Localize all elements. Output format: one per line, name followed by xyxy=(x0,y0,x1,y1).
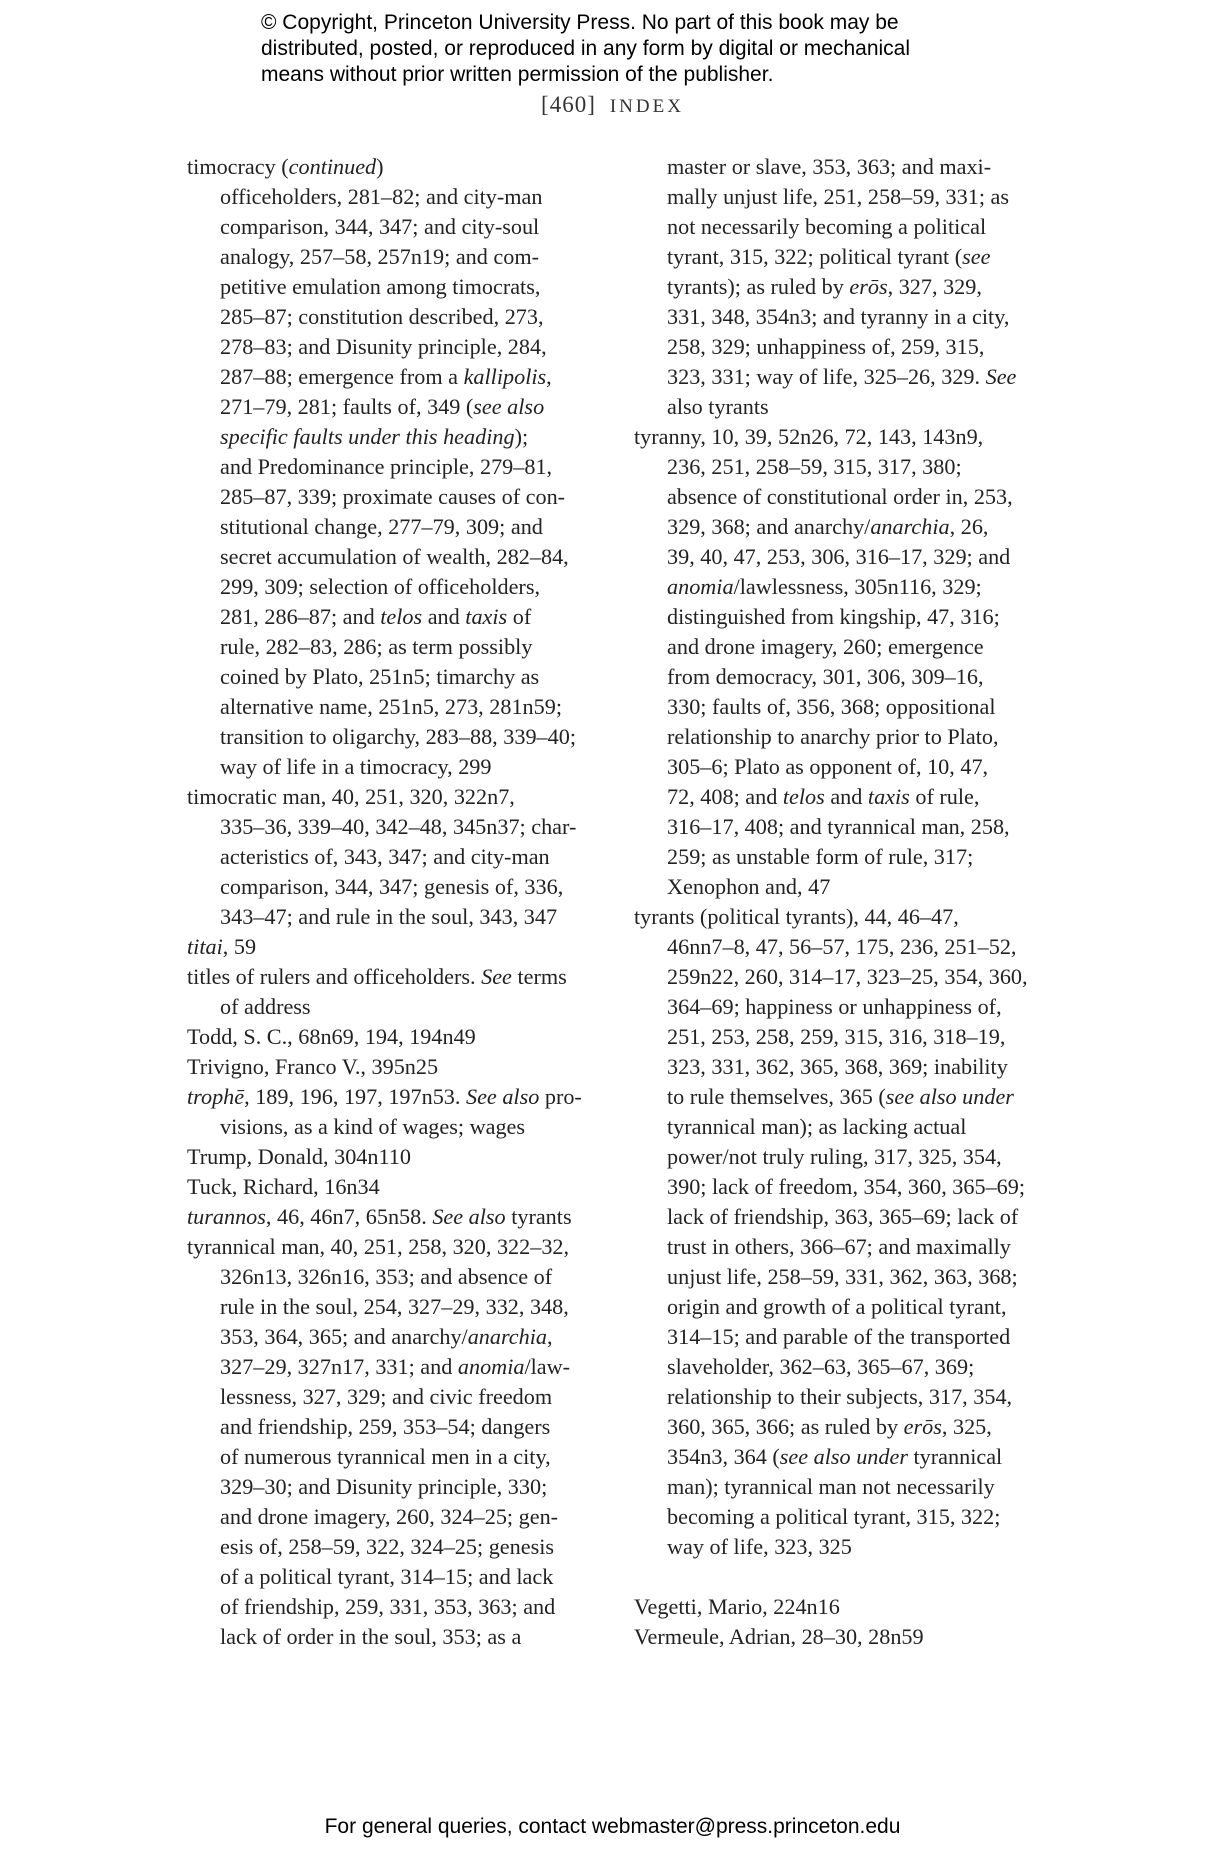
entry-line: 259n22, 260, 314–17, 323–25, 354, 360, xyxy=(667,964,1028,989)
entry-line: unjust life, 258–59, 331, 362, 363, 368; xyxy=(667,1264,1018,1289)
entry-line: to rule themselves, 365 (see also under xyxy=(667,1084,1014,1109)
entry-line: transition to oligarchy, 283–88, 339–40; xyxy=(220,724,576,749)
entry-line: trophē, 189, 196, 197, 197n53. See also pro- xyxy=(187,1084,582,1109)
entry-line: origin and growth of a political tyrant, xyxy=(667,1294,1007,1319)
entry-line: Xenophon and, 47 xyxy=(667,874,831,899)
entry-line: 329, 368; and anarchy/anarchia, 26, xyxy=(667,514,989,539)
entry-line: 314–15; and parable of the transported xyxy=(667,1324,1011,1349)
entry-line: of address xyxy=(220,994,311,1019)
entry-line: 330; faults of, 356, 368; oppositional xyxy=(667,694,996,719)
copyright-notice xyxy=(261,10,1021,88)
page-number: [460] xyxy=(541,92,596,117)
entry-line: of a political tyrant, 314–15; and lack xyxy=(220,1564,554,1589)
entry-line: turannos, 46, 46n7, 65n58. See also tyrants xyxy=(187,1204,572,1229)
entry-line: 259; as unstable form of rule, 317; xyxy=(667,844,974,869)
entry-line: relationship to anarchy prior to Plato, xyxy=(667,724,999,749)
entry-line: 258, 329; unhappiness of, 259, 315, xyxy=(667,334,985,359)
copyright-line: distributed, posted, or reproduced in any form by digital or mechanical xyxy=(261,37,911,60)
copyright-line: means without prior written permission of the publisher. xyxy=(261,63,774,86)
entry-line: analogy, 257–58, 257n19; and com- xyxy=(220,244,539,269)
entry-line: 353, 364, 365; and anarchy/anarchia, xyxy=(220,1324,553,1349)
entry-line: comparison, 344, 347; and city-soul xyxy=(220,214,540,239)
entry-line: and drone imagery, 260; emergence xyxy=(667,634,984,659)
entry-line: lessness, 327, 329; and civic freedom xyxy=(220,1384,553,1409)
entry-line: lack of friendship, 363, 365–69; lack of xyxy=(667,1204,1019,1229)
entry-line: master or slave, 353, 363; and maxi- xyxy=(667,154,992,179)
entry-line: rule, 282–83, 286; as term possibly xyxy=(220,634,533,659)
entry-line: 271–79, 281; faults of, 349 (see also xyxy=(220,394,545,419)
entry-line: way of life, 323, 325 xyxy=(667,1534,852,1559)
entry-line: 326n13, 326n16, 353; and absence of xyxy=(220,1264,553,1289)
entry-line: 287–88; emergence from a kallipolis, xyxy=(220,364,552,389)
entry-line: titai, 59 xyxy=(187,934,257,959)
entry-line: 343–47; and rule in the soul, 343, 347 xyxy=(220,904,558,929)
section-title: INDEX xyxy=(609,96,684,117)
entry-line: officeholders, 281–82; and city-man xyxy=(220,184,543,209)
index-entry xyxy=(187,1232,607,1652)
entry-line: 390; lack of freedom, 354, 360, 365–69; xyxy=(667,1174,1026,1199)
entry-line: 72, 408; and telos and taxis of rule, xyxy=(667,784,980,809)
index-entry-continued xyxy=(634,152,1054,422)
entry-line: man); tyrannical man not necessarily xyxy=(667,1474,995,1499)
entry-line: and friendship, 259, 353–54; dangers xyxy=(220,1414,551,1439)
index-entry xyxy=(187,152,607,182)
index-entry xyxy=(634,422,1054,902)
entry-line: mally unjust life, 251, 258–59, 331; as xyxy=(667,184,1010,209)
entry-line: 236, 251, 258–59, 315, 317, 380; xyxy=(667,454,962,479)
entry-line: 285–87; constitution described, 273, xyxy=(220,304,544,329)
entry-line: and drone imagery, 260, 324–25; gen- xyxy=(220,1504,559,1529)
entry-line: way of life in a timocracy, 299 xyxy=(220,754,492,779)
entry-line: Todd, S. C., 68n69, 194, 194n49 xyxy=(187,1024,476,1049)
entry-line: becoming a political tyrant, 315, 322; xyxy=(667,1504,1001,1529)
index-entry xyxy=(187,962,607,1022)
entry-gap xyxy=(634,1562,1054,1592)
entry-line: of friendship, 259, 331, 353, 363; and xyxy=(220,1594,556,1619)
entry-line: 278–83; and Disunity principle, 284, xyxy=(220,334,547,359)
entry-line: also tyrants xyxy=(667,394,769,419)
entry-line: 327–29, 327n17, 331; and anomia/law- xyxy=(220,1354,571,1379)
entry-line: 329–30; and Disunity principle, 330; xyxy=(220,1474,548,1499)
entry-line: slaveholder, 362–63, 365–67, 369; xyxy=(667,1354,975,1379)
index-entry xyxy=(187,932,607,962)
entry-line: timocracy (continued) xyxy=(187,154,384,179)
entry-line: stitutional change, 277–79, 309; and xyxy=(220,514,543,539)
entry-line: Trivigno, Franco V., 395n25 xyxy=(187,1054,439,1079)
entry-line: relationship to their subjects, 317, 354, xyxy=(667,1384,1013,1409)
entry-line: tyrannical man); as lacking actual xyxy=(667,1114,967,1139)
index-entry xyxy=(187,1022,607,1052)
entry-line: tyrannical man, 40, 251, 258, 320, 322–32, xyxy=(187,1234,570,1259)
entry-line: Vegetti, Mario, 224n16 xyxy=(634,1594,840,1619)
index-column-left xyxy=(187,152,607,1652)
entry-line: 364–69; happiness or unhappiness of, xyxy=(667,994,1002,1019)
index-entry xyxy=(187,1172,607,1202)
entry-line: alternative name, 251n5, 273, 281n59; xyxy=(220,694,562,719)
copyright-line: © Copyright, Princeton University Press. No part of this book may be xyxy=(261,11,899,34)
index-entry xyxy=(187,1082,607,1142)
entry-line: specific faults under this heading); xyxy=(220,424,529,449)
entry-line: from democracy, 301, 306, 309–16, xyxy=(667,664,984,689)
entry-line: 46nn7–8, 47, 56–57, 175, 236, 251–52, xyxy=(667,934,1017,959)
index-entry xyxy=(187,1202,607,1232)
entry-line: 323, 331; way of life, 325–26, 329. See xyxy=(667,364,1017,389)
footer-contact: For general queries, contact webmaster@press.princeton.edu xyxy=(324,1815,901,1838)
entry-line: Vermeule, Adrian, 28–30, 28n59 xyxy=(634,1624,924,1649)
entry-line: 323, 331, 362, 365, 368, 369; inability xyxy=(667,1054,1008,1079)
index-entry xyxy=(634,1622,1054,1652)
entry-line: coined by Plato, 251n5; timarchy as xyxy=(220,664,540,689)
index-entry xyxy=(187,1052,607,1082)
entry-line: trust in others, 366–67; and maximally xyxy=(667,1234,1011,1259)
index-entry xyxy=(187,782,607,932)
entry-line: distinguished from kingship, 47, 316; xyxy=(667,604,1000,629)
entry-line: acteristics of, 343, 347; and city-man xyxy=(220,844,550,869)
entry-line: 281, 286–87; and telos and taxis of xyxy=(220,604,532,629)
index-entry-continued xyxy=(187,182,607,782)
entry-line: rule in the soul, 254, 327–29, 332, 348, xyxy=(220,1294,569,1319)
index-entry xyxy=(187,1142,607,1172)
index-column-right xyxy=(634,152,1054,1652)
entry-line: 316–17, 408; and tyrannical man, 258, xyxy=(667,814,1010,839)
entry-line: of numerous tyrannical men in a city, xyxy=(220,1444,551,1469)
entry-line: tyranny, 10, 39, 52n26, 72, 143, 143n9, xyxy=(634,424,984,449)
entry-line: anomia/lawlessness, 305n116, 329; xyxy=(667,574,982,599)
entry-line: titles of rulers and officeholders. See terms xyxy=(187,964,567,989)
entry-line: and Predominance principle, 279–81, xyxy=(220,454,553,479)
running-head xyxy=(0,92,1225,118)
entry-line: esis of, 258–59, 322, 324–25; genesis xyxy=(220,1534,555,1559)
index-entry xyxy=(634,902,1054,1562)
entry-line: power/not truly ruling, 317, 325, 354, xyxy=(667,1144,1002,1169)
entry-line: tyrant, 315, 322; political tyrant (see xyxy=(667,244,991,269)
entry-line: timocratic man, 40, 251, 320, 322n7, xyxy=(187,784,515,809)
entry-line: Trump, Donald, 304n110 xyxy=(187,1144,411,1169)
entry-line: 354n3, 364 (see also under tyrannical xyxy=(667,1444,1003,1469)
entry-line: 335–36, 339–40, 342–48, 345n37; char- xyxy=(220,814,577,839)
entry-line: tyrants); as ruled by erōs, 327, 329, xyxy=(667,274,982,299)
entry-line: absence of constitutional order in, 253, xyxy=(667,484,1013,509)
entry-line: 251, 253, 258, 259, 315, 316, 318–19, xyxy=(667,1024,1006,1049)
entry-line: comparison, 344, 347; genesis of, 336, xyxy=(220,874,564,899)
entry-line: 360, 365, 366; as ruled by erōs, 325, xyxy=(667,1414,992,1439)
entry-line: secret accumulation of wealth, 282–84, xyxy=(220,544,569,569)
entry-line: petitive emulation among timocrats, xyxy=(220,274,541,299)
entry-line: Tuck, Richard, 16n34 xyxy=(187,1174,380,1199)
index-entry xyxy=(634,1592,1054,1622)
entry-line: 331, 348, 354n3; and tyranny in a city, xyxy=(667,304,1010,329)
entry-line: 299, 309; selection of officeholders, xyxy=(220,574,540,599)
entry-line: 39, 40, 47, 253, 306, 316–17, 329; and xyxy=(667,544,1011,569)
entry-line: lack of order in the soul, 353; as a xyxy=(220,1624,522,1649)
entry-line: 285–87, 339; proximate causes of con- xyxy=(220,484,566,509)
entry-line: visions, as a kind of wages; wages xyxy=(220,1114,526,1139)
entry-line: 305–6; Plato as opponent of, 10, 47, xyxy=(667,754,989,779)
entry-line: tyrants (political tyrants), 44, 46–47, xyxy=(634,904,959,929)
entry-line: not necessarily becoming a political xyxy=(667,214,987,239)
